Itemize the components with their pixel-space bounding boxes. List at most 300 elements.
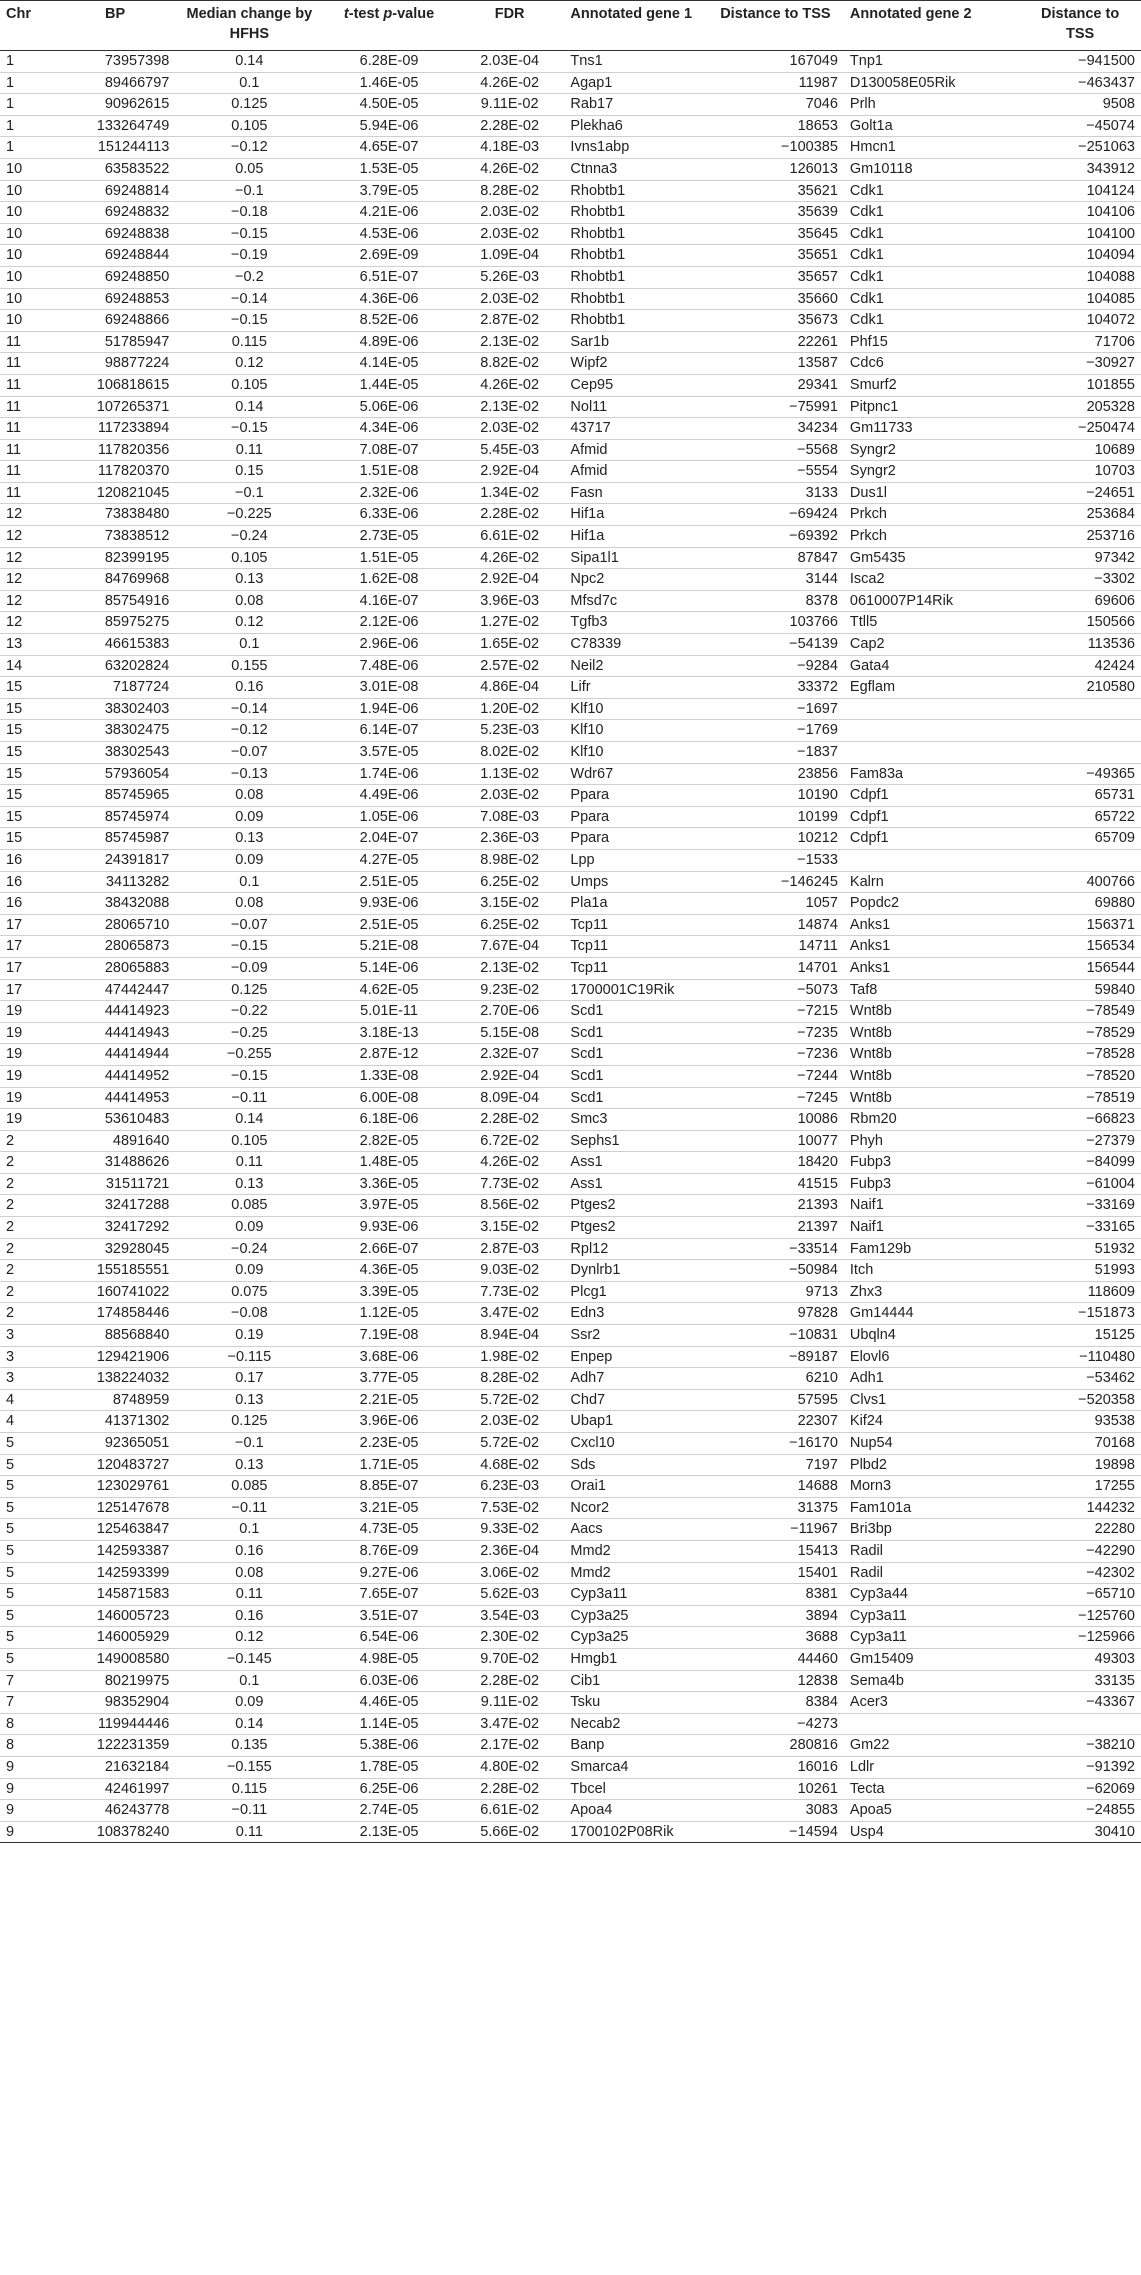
cell-pvalue: 3.01E-08 — [323, 677, 455, 699]
cell-gene2: Cdpf1 — [844, 828, 1019, 850]
table-row — [0, 1584, 1141, 1606]
cell-distance2: −151873 — [1019, 1303, 1141, 1325]
cell-pvalue: 4.46E-05 — [323, 1692, 455, 1714]
cell-median-change: −0.15 — [175, 1065, 323, 1087]
table-row — [0, 1756, 1141, 1778]
header-distance1: Distance to TSS — [707, 1, 844, 51]
cell-pvalue: 1.74E-06 — [323, 763, 455, 785]
cell-median-change: 0.075 — [175, 1281, 323, 1303]
cell-bp: 51785947 — [55, 331, 176, 353]
cell-bp: 28065883 — [55, 957, 176, 979]
cell-gene2: Pitpnc1 — [844, 396, 1019, 418]
table-row — [0, 94, 1141, 116]
table-row — [0, 526, 1141, 548]
cell-median-change: −0.115 — [175, 1346, 323, 1368]
table-row — [0, 418, 1141, 440]
cell-distance1: −7235 — [707, 1022, 844, 1044]
cell-gene1: 1700102P08Rik — [564, 1821, 706, 1843]
cell-pvalue: 2.32E-06 — [323, 482, 455, 504]
cell-distance2: 253716 — [1019, 526, 1141, 548]
cell-distance1: −10831 — [707, 1325, 844, 1347]
table-row — [0, 785, 1141, 807]
cell-gene1: Smc3 — [564, 1109, 706, 1131]
cell-chr: 2 — [0, 1281, 55, 1303]
table-row — [0, 1065, 1141, 1087]
cell-bp: 142593399 — [55, 1562, 176, 1584]
table-row — [0, 590, 1141, 612]
cell-fdr: 4.80E-02 — [455, 1756, 565, 1778]
cell-distance1: −54139 — [707, 634, 844, 656]
cell-gene1: Klf10 — [564, 698, 706, 720]
cell-median-change: 0.085 — [175, 1195, 323, 1217]
cell-gene2: Wnt8b — [844, 1022, 1019, 1044]
cell-fdr: 5.66E-02 — [455, 1821, 565, 1843]
table-row — [0, 1303, 1141, 1325]
cell-distance1: −146245 — [707, 871, 844, 893]
cell-distance2: −24651 — [1019, 482, 1141, 504]
cell-gene2: Cdk1 — [844, 223, 1019, 245]
cell-bp: 42461997 — [55, 1778, 176, 1800]
cell-gene1: Rpl12 — [564, 1238, 706, 1260]
cell-gene2: Cdk1 — [844, 180, 1019, 202]
cell-distance1: 44460 — [707, 1648, 844, 1670]
cell-distance1: 22307 — [707, 1411, 844, 1433]
cell-distance1: 8378 — [707, 590, 844, 612]
cell-chr: 9 — [0, 1800, 55, 1822]
cell-pvalue: 1.71E-05 — [323, 1454, 455, 1476]
cell-gene1: Wdr67 — [564, 763, 706, 785]
cell-gene2: Gm15409 — [844, 1648, 1019, 1670]
cell-bp: 160741022 — [55, 1281, 176, 1303]
cell-chr: 16 — [0, 849, 55, 871]
cell-chr: 15 — [0, 785, 55, 807]
cell-distance2: 10703 — [1019, 461, 1141, 483]
cell-bp: 85745965 — [55, 785, 176, 807]
table-row — [0, 310, 1141, 332]
cell-median-change: 0.08 — [175, 590, 323, 612]
cell-distance2: 205328 — [1019, 396, 1141, 418]
cell-distance1: 34234 — [707, 418, 844, 440]
cell-bp: 155185551 — [55, 1260, 176, 1282]
cell-chr: 11 — [0, 374, 55, 396]
cell-median-change: 0.16 — [175, 677, 323, 699]
cell-gene1: Necab2 — [564, 1713, 706, 1735]
cell-bp: 46615383 — [55, 634, 176, 656]
cell-distance2: 10689 — [1019, 439, 1141, 461]
cell-bp: 44414943 — [55, 1022, 176, 1044]
header-pvalue — [323, 1, 455, 51]
cell-chr: 5 — [0, 1562, 55, 1584]
cell-median-change: −0.12 — [175, 720, 323, 742]
cell-pvalue: 2.82E-05 — [323, 1130, 455, 1152]
cell-pvalue: 4.98E-05 — [323, 1648, 455, 1670]
cell-pvalue: 4.65E-07 — [323, 137, 455, 159]
cell-chr: 5 — [0, 1648, 55, 1670]
cell-gene1: Sar1b — [564, 331, 706, 353]
cell-bp: 47442447 — [55, 979, 176, 1001]
cell-gene2 — [844, 742, 1019, 764]
table-row — [0, 612, 1141, 634]
cell-bp: 82399195 — [55, 547, 176, 569]
cell-fdr: 2.87E-03 — [455, 1238, 565, 1260]
cell-gene2: Gm22 — [844, 1735, 1019, 1757]
table-row — [0, 655, 1141, 677]
cell-distance1: 21393 — [707, 1195, 844, 1217]
cell-distance1: 3894 — [707, 1605, 844, 1627]
table-row — [0, 331, 1141, 353]
cell-gene2: Cyp3a11 — [844, 1605, 1019, 1627]
cell-pvalue: 1.78E-05 — [323, 1756, 455, 1778]
cell-fdr: 2.92E-04 — [455, 569, 565, 591]
cell-distance2: −65710 — [1019, 1584, 1141, 1606]
cell-median-change: 0.09 — [175, 1260, 323, 1282]
cell-pvalue: 2.66E-07 — [323, 1238, 455, 1260]
cell-distance1: 7197 — [707, 1454, 844, 1476]
cell-bp: 46243778 — [55, 1800, 176, 1822]
cell-distance2: 65731 — [1019, 785, 1141, 807]
cell-fdr: 1.13E-02 — [455, 763, 565, 785]
cell-median-change: −0.24 — [175, 1238, 323, 1260]
cell-gene2: Sema4b — [844, 1670, 1019, 1692]
cell-bp: 53610483 — [55, 1109, 176, 1131]
cell-gene2: Acer3 — [844, 1692, 1019, 1714]
cell-distance1: −69424 — [707, 504, 844, 526]
cell-distance1: 87847 — [707, 547, 844, 569]
cell-gene1: Dynlrb1 — [564, 1260, 706, 1282]
cell-distance2: 104100 — [1019, 223, 1141, 245]
table-row — [0, 461, 1141, 483]
table-row — [0, 1346, 1141, 1368]
cell-distance2 — [1019, 698, 1141, 720]
cell-bp: 145871583 — [55, 1584, 176, 1606]
cell-gene1: 1700001C19Rik — [564, 979, 706, 1001]
cell-distance2: 144232 — [1019, 1497, 1141, 1519]
cell-median-change: 0.1 — [175, 634, 323, 656]
cell-fdr: 9.23E-02 — [455, 979, 565, 1001]
cell-chr: 4 — [0, 1411, 55, 1433]
cell-distance1: 23856 — [707, 763, 844, 785]
cell-fdr: 6.23E-03 — [455, 1476, 565, 1498]
cell-fdr: 8.94E-04 — [455, 1325, 565, 1347]
cell-pvalue: 2.74E-05 — [323, 1800, 455, 1822]
cell-gene1: Mmd2 — [564, 1540, 706, 1562]
cell-fdr: 6.72E-02 — [455, 1130, 565, 1152]
cell-chr: 9 — [0, 1778, 55, 1800]
cell-pvalue: 3.36E-05 — [323, 1173, 455, 1195]
cell-fdr: 2.57E-02 — [455, 655, 565, 677]
cell-gene1: Rhobtb1 — [564, 202, 706, 224]
table-row — [0, 1670, 1141, 1692]
cell-chr: 2 — [0, 1152, 55, 1174]
table-row — [0, 439, 1141, 461]
cell-gene2: Wnt8b — [844, 1087, 1019, 1109]
cell-gene1: Rhobtb1 — [564, 245, 706, 267]
cell-gene2: Apoa5 — [844, 1800, 1019, 1822]
cell-distance2: 343912 — [1019, 158, 1141, 180]
cell-chr: 2 — [0, 1260, 55, 1282]
table-row — [0, 223, 1141, 245]
cell-distance1: 15401 — [707, 1562, 844, 1584]
cell-median-change: 0.125 — [175, 1411, 323, 1433]
cell-gene2: Egflam — [844, 677, 1019, 699]
cell-bp: 57936054 — [55, 763, 176, 785]
cell-median-change: 0.125 — [175, 979, 323, 1001]
header-pvalue-rest: -test — [348, 6, 384, 22]
cell-pvalue: 9.27E-06 — [323, 1562, 455, 1584]
cell-distance2: 22280 — [1019, 1519, 1141, 1541]
cell-fdr: 2.03E-02 — [455, 785, 565, 807]
cell-pvalue: 3.21E-05 — [323, 1497, 455, 1519]
cell-gene2: Ttll5 — [844, 612, 1019, 634]
cell-distance2: −78528 — [1019, 1044, 1141, 1066]
header-fdr: FDR — [455, 1, 565, 51]
cell-chr: 15 — [0, 828, 55, 850]
cell-pvalue: 6.51E-07 — [323, 266, 455, 288]
cell-gene1: Mmd2 — [564, 1562, 706, 1584]
cell-pvalue: 7.08E-07 — [323, 439, 455, 461]
cell-fdr: 4.26E-02 — [455, 547, 565, 569]
cell-gene1: Tns1 — [564, 51, 706, 73]
table-row — [0, 180, 1141, 202]
cell-bp: 123029761 — [55, 1476, 176, 1498]
cell-gene1: Klf10 — [564, 720, 706, 742]
cell-distance1: 3144 — [707, 569, 844, 591]
cell-gene2: Prlh — [844, 94, 1019, 116]
cell-chr: 1 — [0, 137, 55, 159]
cell-bp: 24391817 — [55, 849, 176, 871]
cell-fdr: 4.26E-02 — [455, 158, 565, 180]
cell-median-change: 0.11 — [175, 1152, 323, 1174]
cell-gene1: Tbcel — [564, 1778, 706, 1800]
cell-gene1: Lpp — [564, 849, 706, 871]
cell-bp: 133264749 — [55, 115, 176, 137]
cell-fdr: 2.28E-02 — [455, 1670, 565, 1692]
cell-median-change: −0.145 — [175, 1648, 323, 1670]
cell-bp: 129421906 — [55, 1346, 176, 1368]
table-row — [0, 266, 1141, 288]
cell-gene1: Mfsd7c — [564, 590, 706, 612]
cell-gene1: Ncor2 — [564, 1497, 706, 1519]
cell-pvalue: 4.73E-05 — [323, 1519, 455, 1541]
cell-distance2: 51993 — [1019, 1260, 1141, 1282]
cell-fdr: 2.03E-02 — [455, 223, 565, 245]
cell-median-change: 0.09 — [175, 849, 323, 871]
cell-bp: 107265371 — [55, 396, 176, 418]
cell-distance1: −1533 — [707, 849, 844, 871]
cell-distance2: −78520 — [1019, 1065, 1141, 1087]
table-row — [0, 957, 1141, 979]
table-row — [0, 1022, 1141, 1044]
cell-distance2: 69880 — [1019, 893, 1141, 915]
cell-gene1: Fasn — [564, 482, 706, 504]
cell-distance2: −24855 — [1019, 1800, 1141, 1822]
cell-distance2: 253684 — [1019, 504, 1141, 526]
table-row — [0, 1109, 1141, 1131]
cell-chr: 13 — [0, 634, 55, 656]
table-row — [0, 1821, 1141, 1843]
cell-distance2: 49303 — [1019, 1648, 1141, 1670]
cell-bp: 146005929 — [55, 1627, 176, 1649]
cell-bp: 142593387 — [55, 1540, 176, 1562]
cell-gene2: Itch — [844, 1260, 1019, 1282]
cell-bp: 92365051 — [55, 1433, 176, 1455]
cell-gene2: Naif1 — [844, 1217, 1019, 1239]
cell-gene2: Ubqln4 — [844, 1325, 1019, 1347]
cell-pvalue: 1.51E-08 — [323, 461, 455, 483]
header-gene1: Annotated gene 1 — [564, 1, 706, 51]
cell-distance2: −61004 — [1019, 1173, 1141, 1195]
cell-gene2: Cyp3a44 — [844, 1584, 1019, 1606]
cell-gene2: Morn3 — [844, 1476, 1019, 1498]
cell-chr: 5 — [0, 1476, 55, 1498]
cell-gene1: Cyp3a25 — [564, 1627, 706, 1649]
cell-bp: 120483727 — [55, 1454, 176, 1476]
cell-distance2: −43367 — [1019, 1692, 1141, 1714]
cell-distance1: 10190 — [707, 785, 844, 807]
cell-gene2: Cyp3a11 — [844, 1627, 1019, 1649]
cell-pvalue: 2.13E-05 — [323, 1821, 455, 1843]
cell-fdr: 3.15E-02 — [455, 1217, 565, 1239]
cell-chr: 10 — [0, 158, 55, 180]
cell-pvalue: 6.28E-09 — [323, 51, 455, 73]
cell-gene2: Clvs1 — [844, 1389, 1019, 1411]
cell-fdr: 3.15E-02 — [455, 893, 565, 915]
table-row — [0, 1173, 1141, 1195]
cell-median-change: −0.07 — [175, 914, 323, 936]
cell-pvalue: 4.89E-06 — [323, 331, 455, 353]
cell-gene2: Ldlr — [844, 1756, 1019, 1778]
table-row — [0, 1044, 1141, 1066]
cell-gene2: Cdc6 — [844, 353, 1019, 375]
header-gene2: Annotated gene 2 — [844, 1, 1019, 51]
cell-gene1: Ppara — [564, 806, 706, 828]
cell-chr: 12 — [0, 590, 55, 612]
cell-median-change: −0.19 — [175, 245, 323, 267]
cell-bp: 73838480 — [55, 504, 176, 526]
cell-pvalue: 4.34E-06 — [323, 418, 455, 440]
cell-bp: 21632184 — [55, 1756, 176, 1778]
cell-distance2: 9508 — [1019, 94, 1141, 116]
cell-pvalue: 2.87E-12 — [323, 1044, 455, 1066]
cell-gene2: Cdk1 — [844, 245, 1019, 267]
cell-bp: 125463847 — [55, 1519, 176, 1541]
header-pvalue-t: t — [343, 6, 349, 22]
cell-gene1: Rhobtb1 — [564, 180, 706, 202]
cell-distance1: −5568 — [707, 439, 844, 461]
cell-gene1: Ass1 — [564, 1152, 706, 1174]
cell-chr: 2 — [0, 1217, 55, 1239]
header-pvalue-p: p — [383, 6, 393, 22]
cell-fdr: 4.86E-04 — [455, 677, 565, 699]
cell-chr: 1 — [0, 115, 55, 137]
cell-fdr: 5.72E-02 — [455, 1433, 565, 1455]
cell-pvalue: 2.51E-05 — [323, 871, 455, 893]
cell-median-change: 0.14 — [175, 396, 323, 418]
cell-gene2: Wnt8b — [844, 1065, 1019, 1087]
cell-chr: 9 — [0, 1756, 55, 1778]
cell-gene1: Cxcl10 — [564, 1433, 706, 1455]
cell-median-change: 0.19 — [175, 1325, 323, 1347]
cell-chr: 1 — [0, 72, 55, 94]
cell-gene1: Cep95 — [564, 374, 706, 396]
cell-chr: 16 — [0, 893, 55, 915]
cell-distance1: −33514 — [707, 1238, 844, 1260]
table-row — [0, 1087, 1141, 1109]
cell-fdr: 6.25E-02 — [455, 871, 565, 893]
cell-chr: 2 — [0, 1238, 55, 1260]
cell-gene2: Wnt8b — [844, 1001, 1019, 1023]
cell-fdr: 2.28E-02 — [455, 115, 565, 137]
cell-median-change: 0.05 — [175, 158, 323, 180]
cell-bp: 90962615 — [55, 94, 176, 116]
cell-distance2: 93538 — [1019, 1411, 1141, 1433]
cell-bp: 69248814 — [55, 180, 176, 202]
cell-pvalue: 4.14E-05 — [323, 353, 455, 375]
cell-pvalue: 1.51E-05 — [323, 547, 455, 569]
cell-pvalue: 4.53E-06 — [323, 223, 455, 245]
cell-distance2: 33135 — [1019, 1670, 1141, 1692]
cell-median-change: −0.14 — [175, 288, 323, 310]
cell-fdr: 1.34E-02 — [455, 482, 565, 504]
cell-gene2: Radil — [844, 1540, 1019, 1562]
cell-distance2: −33165 — [1019, 1217, 1141, 1239]
cell-gene1: Scd1 — [564, 1044, 706, 1066]
cell-gene1: Ptges2 — [564, 1217, 706, 1239]
cell-pvalue: 4.21E-06 — [323, 202, 455, 224]
cell-gene2: Anks1 — [844, 914, 1019, 936]
cell-chr: 19 — [0, 1044, 55, 1066]
cell-distance1: 35660 — [707, 288, 844, 310]
cell-distance1: 280816 — [707, 1735, 844, 1757]
cell-distance2: −3302 — [1019, 569, 1141, 591]
cell-distance2: 17255 — [1019, 1476, 1141, 1498]
cell-bp: 98352904 — [55, 1692, 176, 1714]
table-row — [0, 634, 1141, 656]
cell-pvalue: 6.33E-06 — [323, 504, 455, 526]
cell-chr: 8 — [0, 1713, 55, 1735]
cell-distance2: −520358 — [1019, 1389, 1141, 1411]
cell-gene1: Tgfb3 — [564, 612, 706, 634]
cell-distance2: 400766 — [1019, 871, 1141, 893]
cell-median-change: 0.13 — [175, 1389, 323, 1411]
cell-fdr: 2.92E-04 — [455, 461, 565, 483]
cell-distance2: −251063 — [1019, 137, 1141, 159]
cell-chr: 16 — [0, 871, 55, 893]
cell-fdr: 8.98E-02 — [455, 849, 565, 871]
cell-chr: 12 — [0, 504, 55, 526]
cell-distance1: −14594 — [707, 1821, 844, 1843]
cell-distance1: 3688 — [707, 1627, 844, 1649]
cell-gene2: Rbm20 — [844, 1109, 1019, 1131]
cell-chr: 15 — [0, 677, 55, 699]
cell-distance1: 35645 — [707, 223, 844, 245]
cell-pvalue: 3.79E-05 — [323, 180, 455, 202]
cell-distance2: 156534 — [1019, 936, 1141, 958]
cell-bp: 69248866 — [55, 310, 176, 332]
cell-fdr: 3.06E-02 — [455, 1562, 565, 1584]
cell-gene2: Fubp3 — [844, 1152, 1019, 1174]
cell-gene2: Plbd2 — [844, 1454, 1019, 1476]
cell-pvalue: 1.62E-08 — [323, 569, 455, 591]
cell-bp: 106818615 — [55, 374, 176, 396]
cell-distance1: 16016 — [707, 1756, 844, 1778]
cell-bp: 32417292 — [55, 1217, 176, 1239]
header-bp: BP — [55, 1, 176, 51]
cell-gene2: Fam101a — [844, 1497, 1019, 1519]
cell-median-change: 0.09 — [175, 806, 323, 828]
cell-pvalue: 5.14E-06 — [323, 957, 455, 979]
cell-median-change: 0.09 — [175, 1692, 323, 1714]
